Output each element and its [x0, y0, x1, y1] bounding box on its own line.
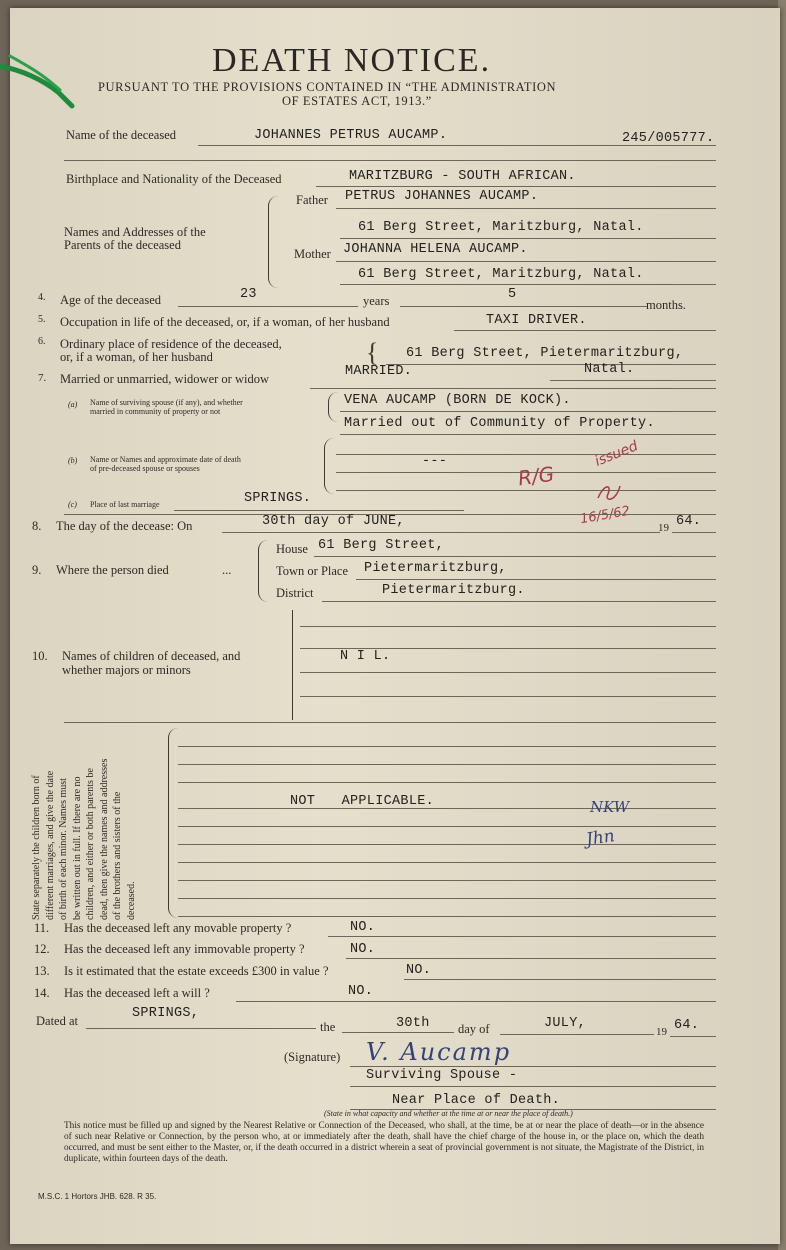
property-12-value: NO. [350, 942, 376, 957]
property-14-number: 14. [34, 986, 50, 1000]
father-name-line [336, 208, 716, 209]
predeceased-line-1 [336, 454, 716, 455]
dated-day-of-label: day of [458, 1022, 490, 1036]
house-line [314, 556, 716, 557]
page-title: DEATH NOTICE. [212, 42, 492, 79]
property-11-value: NO. [350, 920, 376, 935]
separate-line-4 [178, 808, 716, 809]
dated-year: 64. [674, 1018, 700, 1033]
parents-label-2: Parents of the deceased [64, 238, 181, 252]
footnote: This notice must be filled up and signed by the Nearest Relative or Connection of the Deceased, who shall, at the time, be at or near the place of death—or in the absence of such near Relative or Connection, by the person who, at or immediately after the death, shall have the chief charge of the house in, or the place on, which the death occurred, and must be sent either to the Master, or, if the death occurred in a district wherein a seat of provincial government is not situate, the Magistrate of the District, in duplicate, within fourteen days of the death. [64, 1121, 704, 1164]
children-line-3 [300, 672, 716, 673]
children-label-2: whether majors or minors [62, 663, 191, 677]
occupation-value: TAXI DRIVER. [486, 313, 587, 328]
separate-children-instructions [30, 720, 138, 920]
father-address: 61 Berg Street, Maritzburg, Natal. [358, 220, 644, 235]
separate-line-1 [178, 746, 716, 747]
age-number: 4. [38, 292, 46, 303]
parents-bracket [268, 196, 279, 288]
separate-line-5 [178, 826, 716, 827]
dated-day: 30th [396, 1016, 430, 1031]
age-label: Age of the deceased [60, 293, 161, 307]
predeceased-line-3 [336, 490, 716, 491]
property-12-label: Has the deceased left any immovable property ? [64, 942, 305, 956]
children-bracket [292, 610, 293, 720]
signature-label: (Signature) [284, 1050, 341, 1064]
property-14-line [236, 1001, 716, 1002]
annotation-red-1: R/G [516, 461, 556, 491]
signature-line [350, 1066, 716, 1067]
property-14-value: NO. [348, 984, 374, 999]
dated-the-label: the [320, 1020, 336, 1034]
town-label: Town or Place [276, 564, 349, 578]
parents-label-1: Names and Addresses of the [64, 225, 206, 239]
dated-day-line [342, 1032, 454, 1033]
annotation-initials-2: Jhn [584, 826, 616, 850]
residence-line-2 [550, 380, 716, 381]
file-number: 245/005777. [622, 131, 715, 146]
spouse-value-1: VENA AUCAMP (BORN DE KOCK). [344, 393, 571, 408]
dated-label: Dated at [36, 1014, 78, 1028]
birthplace-label: Birthplace and Nationality of the Deceased [66, 172, 282, 186]
instruction-line: deceased. [125, 881, 137, 920]
children-label-1: Names of children of deceased, and [62, 649, 241, 663]
spouse-line-1 [340, 411, 716, 412]
dated-year-line [670, 1036, 716, 1037]
predeceased-label-1: Name or Names and approximate date of death [90, 455, 241, 464]
district-value: Pietermaritzburg. [382, 583, 525, 598]
predeceased-label-2: of pre-deceased spouse or spouses [90, 464, 200, 473]
property-12-number: 12. [34, 942, 50, 956]
dated-month-line [500, 1034, 654, 1035]
death-place-dots: ... [222, 563, 232, 577]
marital-number: 7. [38, 372, 47, 384]
age-years-line [178, 306, 358, 307]
printer-imprint: M.S.C. 1 Hortors JHB. 628. R 35. [38, 1192, 157, 1201]
death-place-number: 9. [32, 563, 42, 577]
instruction-line: children, and either or both parents be [85, 768, 96, 920]
birthplace-line [316, 186, 716, 187]
separate-line-7 [178, 862, 716, 863]
mother-address-line [340, 284, 716, 285]
separate-line-10 [178, 916, 716, 917]
property-13-number: 13. [34, 964, 50, 978]
residence-brace: { [366, 338, 379, 367]
mother-address: 61 Berg Street, Maritzburg, Natal. [358, 267, 644, 282]
death-place-bracket [258, 540, 269, 602]
residence-label-1: Ordinary place of residence of the deceased, [60, 337, 282, 351]
signature-capacity-note: (State in what capacity and whether at the time at or near the place of death.) [324, 1109, 573, 1118]
separate-bracket [168, 728, 179, 918]
residence-value-2: Natal. [584, 362, 635, 377]
annotation-red-squiggle-icon [594, 480, 624, 504]
spouse-value-2: Married out of Community of Property. [344, 416, 655, 431]
annotation-initials-1: NKW [590, 798, 630, 816]
mother-name-line [336, 261, 716, 262]
deceased-name-label: Name of the deceased [66, 128, 177, 142]
document-page [10, 8, 780, 1244]
mother-label: Mother [294, 247, 331, 261]
occupation-label: Occupation in life of the deceased, or, if a woman, of her husband [60, 315, 390, 329]
marital-line [310, 388, 716, 389]
decease-year-prefix: 19 [658, 522, 669, 534]
signature-capacity-2: Near Place of Death. [392, 1093, 561, 1108]
children-value: N I L. [340, 649, 391, 664]
decease-year: 64. [676, 514, 702, 529]
birthplace-value: MARITZBURG - SOUTH AFRICAN. [349, 169, 576, 184]
predeceased-bracket [324, 438, 335, 494]
spouse-bracket [328, 392, 339, 422]
age-months-label: months. [646, 298, 686, 312]
spouse-label-2: married in community of property or not [90, 407, 221, 416]
instruction-line: State separately the children born of [31, 775, 42, 920]
predeceased-value: --- [422, 454, 448, 469]
string-tie-icon [0, 48, 90, 118]
signature-capacity-line-1 [350, 1086, 716, 1087]
spouse-label-1: Name of surviving spouse (if any), and whether [90, 398, 243, 407]
separate-value: NOT APPLICABLE. [290, 794, 435, 809]
instruction-line: be written out in full. If there are no [71, 776, 83, 920]
decease-label: The day of the decease: On [56, 519, 193, 533]
age-months-value: 5 [508, 287, 517, 302]
mother-name: JOHANNA HELENA AUCAMP. [343, 242, 528, 257]
separate-line-6 [178, 844, 716, 845]
signature-capacity-1: Surviving Spouse - [366, 1068, 518, 1083]
property-11-label: Has the deceased left any movable property ? [64, 921, 292, 935]
dated-place-line [86, 1028, 316, 1029]
annotation-red-2: issued [592, 438, 641, 470]
residence-value-1: 61 Berg Street, Pietermaritzburg, [406, 346, 684, 361]
children-line-1 [300, 626, 716, 627]
marriage-place-label: Place of last marriage [90, 500, 160, 509]
property-13-line [404, 979, 716, 980]
annotation-red-3: 16/5/62 [579, 503, 632, 528]
property-14-label: Has the deceased left a will ? [64, 986, 210, 1000]
property-11-line [328, 936, 716, 937]
occupation-number: 5. [38, 314, 46, 325]
decease-value: 30th day of JUNE, [262, 514, 405, 529]
house-value: 61 Berg Street, [318, 538, 445, 553]
property-11-number: 11. [34, 921, 50, 935]
house-label: House [276, 542, 308, 556]
separate-line-3 [178, 782, 716, 783]
marriage-place-line [174, 510, 464, 511]
instruction-line: of birth of each minor. Names must [58, 778, 69, 920]
page-subtitle-1: PURSUANT TO THE PROVISIONS CONTAINED IN “THE ADMINISTRATION [98, 80, 557, 94]
predeceased-marker: (b) [68, 456, 78, 465]
district-line [322, 601, 716, 602]
decease-number: 8. [32, 519, 42, 533]
deceased-name-value: JOHANNES PETRUS AUCAMP. [254, 128, 448, 143]
marriage-place-value: SPRINGS. [244, 491, 312, 506]
instruction-line: of the brothers and sisters of the [112, 791, 123, 920]
marital-label: Married or unmarried, widower or widow [60, 372, 269, 386]
father-name: PETRUS JOHANNES AUCAMP. [345, 189, 539, 204]
decease-line [222, 532, 660, 533]
residence-label-2: or, if a woman, of her husband [60, 350, 213, 364]
property-12-line [346, 958, 716, 959]
spouse-line-2 [340, 434, 716, 435]
instruction-line: different marriages, and give the date [44, 770, 56, 920]
signature-handwriting: V. Aucamp [366, 1038, 512, 1066]
property-13-value: NO. [406, 963, 432, 978]
page-subtitle-2: OF ESTATES ACT, 1913.” [282, 94, 432, 108]
marriage-place-marker: (c) [68, 500, 77, 509]
children-number: 10. [32, 649, 48, 663]
dated-year-prefix: 19 [656, 1026, 667, 1038]
children-line-4 [300, 696, 716, 697]
residence-number: 6. [38, 336, 46, 347]
age-years-value: 23 [240, 287, 257, 302]
residence-line-1 [386, 364, 716, 365]
separate-line-2 [178, 764, 716, 765]
age-years-label: years [363, 294, 390, 308]
father-label: Father [296, 193, 328, 207]
instruction-line: dead, then give the names and addresses [98, 758, 110, 920]
father-address-line [340, 238, 716, 239]
death-place-label: Where the person died [56, 563, 169, 577]
spouse-marker: (a) [68, 400, 78, 409]
district-label: District [276, 586, 314, 600]
town-line [356, 579, 716, 580]
separate-line-8 [178, 880, 716, 881]
town-value: Pietermaritzburg, [364, 561, 507, 576]
property-13-label: Is it estimated that the estate exceeds £300 in value ? [64, 964, 329, 978]
section-divider [64, 722, 716, 723]
dated-place: SPRINGS, [132, 1006, 200, 1021]
section-divider [64, 160, 716, 161]
decease-year-line [672, 532, 716, 533]
dated-month: JULY, [544, 1016, 587, 1031]
occupation-line [454, 330, 716, 331]
separate-line-9 [178, 898, 716, 899]
age-months-line [400, 306, 648, 307]
marital-value: MARRIED. [345, 364, 413, 379]
